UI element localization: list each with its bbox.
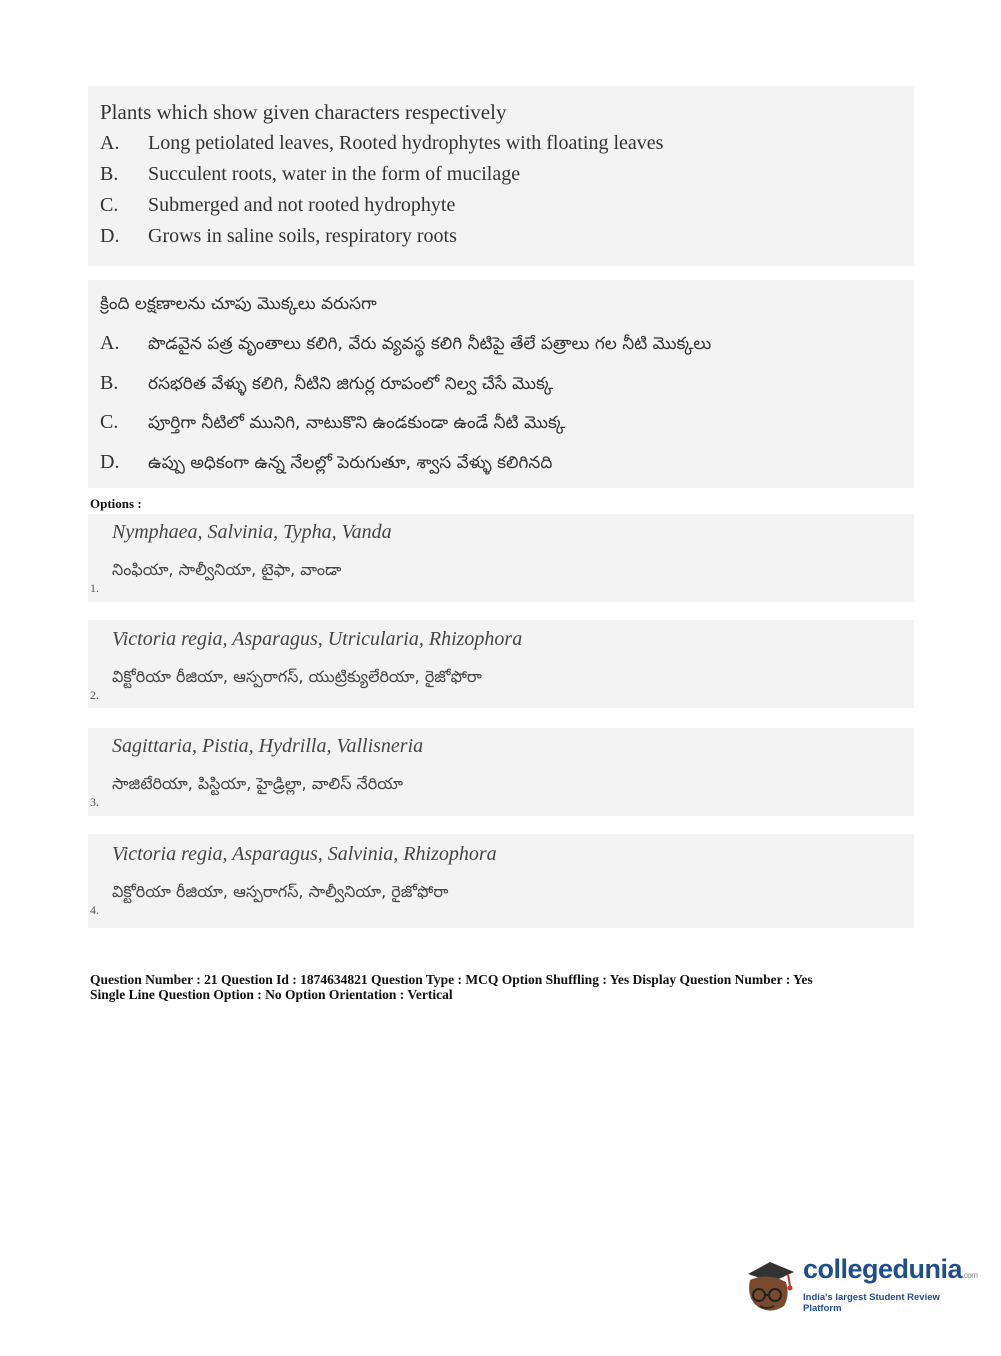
option-2-english: Victoria regia, Asparagus, Utricularia, Rhizophora <box>112 628 523 650</box>
statement-text-telugu: పొడవైన పత్ర వృంతాలు కలిగి, వేరు వ్యవస్థ కలిగి నీటిపై తేలే పత్రాలు గల నీటి మొక్కలు <box>148 334 712 354</box>
logo-suffix: .com <box>962 1271 978 1280</box>
statement-text: Long petiolated leaves, Rooted hydrophytes with floating leaves <box>148 132 664 154</box>
statement-letter: B. <box>100 372 119 394</box>
collegedunia-logo[interactable] <box>740 1250 978 1320</box>
question-stem-telugu: క్రింది లక్షణాలను చూపు మొక్కలు వరుసగా <box>100 294 377 314</box>
statement-text-telugu: పూర్తిగా నీటిలో మునిగి, నాటుకొని ఉండకుండా ఉండే నీటి మొక్క <box>148 413 566 433</box>
option-3-telugu: సాజిటేరియా, పిస్టియా, హైడ్రిల్లా, వాలిస్ నేరియా <box>112 774 403 793</box>
question-metadata <box>90 972 813 1002</box>
option-3-number: 3. <box>90 795 99 809</box>
statement-text-telugu: ఉప్పు అధికంగా ఉన్న నేలల్లో పెరుగుతూ, శ్వాస వేళ్ళు కలిగినది <box>148 453 553 473</box>
option-1-english: Nymphaea, Salvinia, Typha, Vanda <box>112 521 392 543</box>
option-1-telugu: నింఫియా, సాల్వీనియా, టైఫా, వాండా <box>112 560 342 579</box>
statement-text-telugu: రసభరిత వేళ్ళు కలిగి, నీటిని జిగుర్ల రూపంలో నిల్వ చేసే మొక్క <box>148 374 554 394</box>
mascot-icon <box>740 1250 802 1316</box>
metadata-line-2: Single Line Question Option : No Option Orientation : Vertical <box>90 987 453 1002</box>
statement-letter: D. <box>100 451 120 473</box>
statement-letter: C. <box>100 194 119 216</box>
statement-text: Submerged and not rooted hydrophyte <box>148 194 456 216</box>
statement-letter: C. <box>100 411 119 433</box>
question-stem-english: Plants which show given characters respectively <box>100 100 507 124</box>
metadata-line-1: Question Number : 21 Question Id : 1874634821 Question Type : MCQ Option Shuffling : Yes Display Question Number : Yes <box>90 972 813 987</box>
option-4-number: 4. <box>90 903 99 917</box>
statement-letter: A. <box>100 332 120 354</box>
options-label: Options : <box>90 496 142 511</box>
statement-letter: A. <box>100 132 120 154</box>
logo-wordmark <box>803 1254 977 1285</box>
option-4-telugu: విక్టోరియా రీజియా, ఆస్పరాగస్, సాల్వీనియా, రైజోఫోరా <box>112 882 449 901</box>
option-2-number: 2. <box>90 688 99 702</box>
option-2-telugu: విక్టోరియా రీజియా, ఆస్పరాగస్, యుట్రిక్యులేరియా, రైజోఫోరా <box>112 667 482 686</box>
option-3-english: Sagittaria, Pistia, Hydrilla, Vallisneria <box>112 735 424 757</box>
logo-name: collegedunia <box>803 1254 963 1284</box>
statement-text: Succulent roots, water in the form of mucilage <box>148 163 521 185</box>
statement-text: Grows in saline soils, respiratory roots <box>148 225 457 247</box>
logo-tagline: India's largest Student Review Platform <box>803 1292 940 1314</box>
statement-letter: B. <box>100 163 119 185</box>
statement-letter: D. <box>100 225 120 247</box>
option-1-number: 1. <box>90 581 99 595</box>
option-4-english: Victoria regia, Asparagus, Salvinia, Rhizophora <box>112 843 497 865</box>
